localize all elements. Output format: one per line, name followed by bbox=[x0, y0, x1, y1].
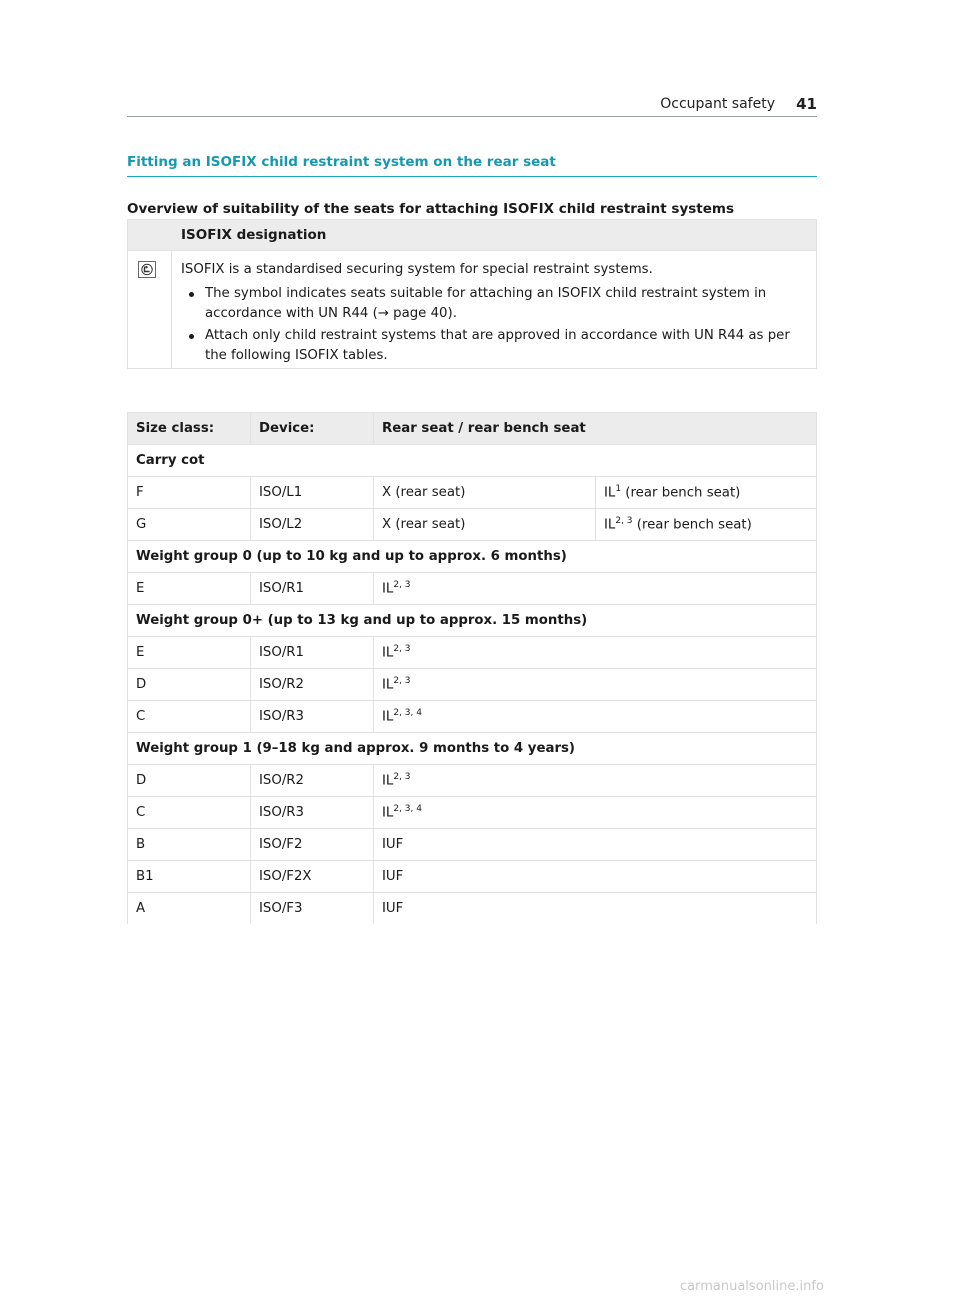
table-row bbox=[128, 829, 817, 861]
table-row bbox=[128, 669, 817, 701]
seat-code: IL bbox=[604, 517, 616, 533]
device-cell: ISO/R1 bbox=[251, 573, 374, 605]
table-row bbox=[128, 477, 817, 509]
header-device: Device: bbox=[251, 413, 374, 445]
size-class-cell: F bbox=[128, 477, 251, 509]
device-cell: ISO/L1 bbox=[251, 477, 374, 509]
rear-seat-cell bbox=[374, 701, 817, 733]
footnote-ref: 2, 3 bbox=[393, 772, 411, 783]
device-cell: ISO/R3 bbox=[251, 797, 374, 829]
size-class-cell: B bbox=[128, 829, 251, 861]
device-cell: ISO/F3 bbox=[251, 893, 374, 925]
designation-body bbox=[181, 260, 806, 368]
device-cell: ISO/L2 bbox=[251, 509, 374, 541]
group-label: Weight group 1 (9–18 kg and approx. 9 months to 4 years) bbox=[128, 733, 817, 765]
rear-seat-cell bbox=[374, 765, 817, 797]
isofix-size-class-table bbox=[127, 412, 817, 924]
designation-bullet: The symbol indicates seats suitable for attaching an ISOFIX child restraint system in accordance with UN R44 (→ page 40). bbox=[181, 284, 806, 324]
rear-seat-cell bbox=[374, 797, 817, 829]
seat-code: IL bbox=[382, 805, 394, 821]
footnote-ref: 1 bbox=[615, 484, 622, 495]
designation-heading: ISOFIX designation bbox=[128, 220, 816, 251]
footnote-ref: 2, 3 bbox=[615, 516, 633, 527]
rear-seat-cell bbox=[374, 861, 817, 893]
size-class-cell: A bbox=[128, 893, 251, 925]
size-class-cell: D bbox=[128, 765, 251, 797]
rear-seat-cell: X (rear seat) bbox=[374, 509, 596, 541]
rear-seat-cell bbox=[374, 829, 817, 861]
table-body bbox=[128, 445, 817, 925]
footnote-ref: 2, 3 bbox=[393, 676, 411, 687]
device-cell: ISO/R1 bbox=[251, 637, 374, 669]
seat-note: (rear bench seat) bbox=[621, 485, 741, 501]
size-class-cell: E bbox=[128, 573, 251, 605]
overview-subtitle: Overview of suitability of the seats for attaching ISOFIX child restraint systems bbox=[127, 201, 734, 217]
rear-bench-seat-cell bbox=[596, 509, 817, 541]
seat-note: (rear bench seat) bbox=[632, 517, 752, 533]
device-cell: ISO/F2X bbox=[251, 861, 374, 893]
seat-code: IUF bbox=[382, 901, 404, 916]
section-title: Fitting an ISOFIX child restraint system on the rear seat bbox=[127, 154, 817, 177]
rear-seat-cell bbox=[374, 573, 817, 605]
rear-seat-cell bbox=[374, 669, 817, 701]
seat-code: IL bbox=[382, 677, 394, 693]
group-label: Carry cot bbox=[128, 445, 817, 477]
table-row bbox=[128, 573, 817, 605]
table-group-row bbox=[128, 605, 817, 637]
group-label: Weight group 0 (up to 10 kg and up to approx. 6 months) bbox=[128, 541, 817, 573]
device-cell: ISO/R2 bbox=[251, 669, 374, 701]
table-row bbox=[128, 765, 817, 797]
seat-code: IL bbox=[604, 485, 616, 501]
device-cell: ISO/R3 bbox=[251, 701, 374, 733]
table-row bbox=[128, 797, 817, 829]
size-class-cell: D bbox=[128, 669, 251, 701]
table-row bbox=[128, 509, 817, 541]
page-number: 41 bbox=[796, 95, 817, 113]
seat-code: IL bbox=[382, 709, 394, 725]
header-size-class: Size class: bbox=[128, 413, 251, 445]
designation-intro: ISOFIX is a standardised securing system for special restraint systems. bbox=[181, 262, 653, 277]
size-class-cell: C bbox=[128, 701, 251, 733]
footnote-ref: 2, 3, 4 bbox=[393, 708, 422, 719]
group-label: Weight group 0+ (up to 13 kg and up to approx. 15 months) bbox=[128, 605, 817, 637]
table-row bbox=[128, 637, 817, 669]
device-cell: ISO/R2 bbox=[251, 765, 374, 797]
isofix-designation-box bbox=[127, 219, 817, 369]
seat-code: IL bbox=[382, 581, 394, 597]
footnote-ref: 2, 3 bbox=[393, 644, 411, 655]
table-row bbox=[128, 861, 817, 893]
isofix-child-seat-icon bbox=[138, 261, 156, 278]
table-row bbox=[128, 893, 817, 925]
footnote-ref: 2, 3 bbox=[393, 580, 411, 591]
rear-seat-cell bbox=[374, 637, 817, 669]
table-group-row bbox=[128, 445, 817, 477]
table-row bbox=[128, 701, 817, 733]
size-class-cell: C bbox=[128, 797, 251, 829]
size-class-cell: B1 bbox=[128, 861, 251, 893]
seat-code: IL bbox=[382, 773, 394, 789]
table-group-row bbox=[128, 733, 817, 765]
header-section-title: Occupant safety bbox=[660, 96, 775, 112]
size-class-cell: E bbox=[128, 637, 251, 669]
designation-bullets bbox=[181, 284, 806, 366]
seat-code: IUF bbox=[382, 869, 404, 884]
rear-bench-seat-cell bbox=[596, 477, 817, 509]
rear-seat-cell bbox=[374, 893, 817, 925]
footnote-ref: 2, 3, 4 bbox=[393, 804, 422, 815]
seat-code: IL bbox=[382, 645, 394, 661]
rear-seat-cell: X (rear seat) bbox=[374, 477, 596, 509]
watermark: carmanualsonline.info bbox=[680, 1279, 824, 1294]
size-class-cell: G bbox=[128, 509, 251, 541]
header-rear-seat: Rear seat / rear bench seat bbox=[374, 413, 817, 445]
page-header bbox=[127, 94, 817, 117]
table-header-row bbox=[128, 413, 817, 445]
seat-code: IUF bbox=[382, 837, 404, 852]
designation-bullet: Attach only child restraint systems that are approved in accordance with UN R44 as per the following ISOFIX tables. bbox=[181, 326, 806, 366]
designation-divider bbox=[171, 251, 172, 368]
device-cell: ISO/F2 bbox=[251, 829, 374, 861]
table-group-row bbox=[128, 541, 817, 573]
